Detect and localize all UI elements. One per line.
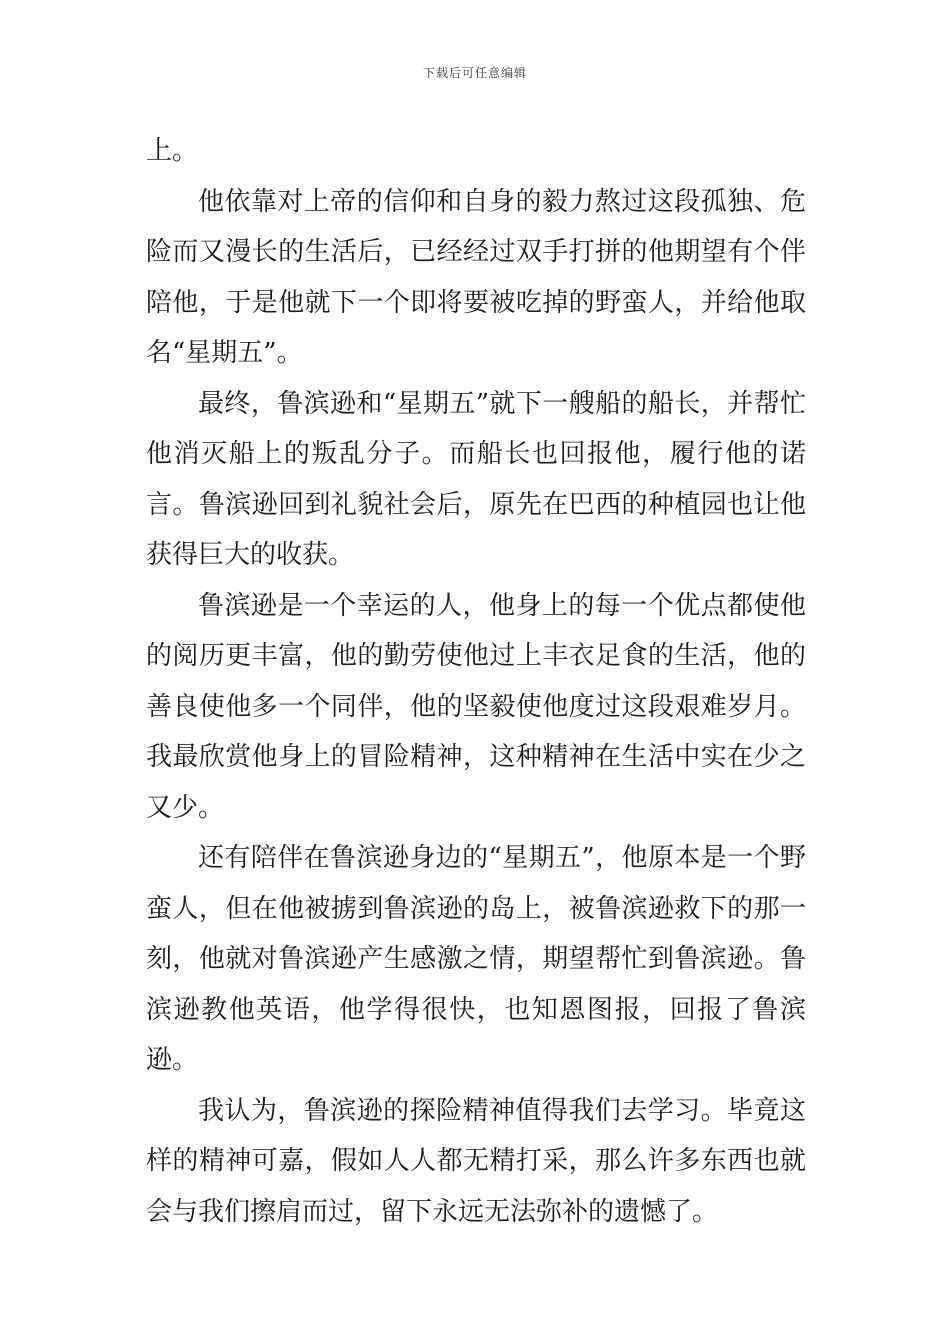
page-header-note: 下载后可任意编辑 (422, 66, 527, 80)
paragraph-continuation: 上。 (146, 136, 199, 166)
document-body (146, 126, 806, 1237)
paragraph: 还有陪伴在鲁滨逊身边的“星期五”，他原本是一个野蛮人，但在他被掳到鲁滨逊的岛上，被鲁滨逊救下的那一刻，他就对鲁滨逊产生感激之情，期望帮忙到鲁滨逊。鲁滨逊教他英语，他学得很快，也知恩图报，回报了鲁滨逊。 (146, 843, 806, 1075)
paragraph: 他依靠对上帝的信仰和自身的毅力熬过这段孤独、危险而又漫长的生活后，已经经过双手打拼的他期望有个伴陪他，于是他就下一个即将要被吃掉的野蛮人，并给他取名“星期五”。 (146, 186, 806, 368)
paragraph: 最终，鲁滨逊和“星期五”就下一艘船的船长，并帮忙他消灭船上的叛乱分子。而船长也回报他，履行他的诺言。鲁滨逊回到礼貌社会后，原先在巴西的种植园也让他获得巨大的收获。 (146, 388, 806, 570)
paragraph: 鲁滨逊是一个幸运的人，他身上的每一个优点都使他的阅历更丰富，他的勤劳使他过上丰衣足食的生活，他的善良使他多一个同伴，他的坚毅使他度过这段艰难岁月。我最欣赏他身上的冒险精神，这种精神在生活中实在少之又少。 (146, 590, 806, 823)
paragraph: 我认为，鲁滨逊的探险精神值得我们去学习。毕竟这样的精神可嘉，假如人人都无精打采，那么许多东西也就会与我们擦肩而过，留下永远无法弥补的遗憾了。 (146, 1095, 806, 1227)
